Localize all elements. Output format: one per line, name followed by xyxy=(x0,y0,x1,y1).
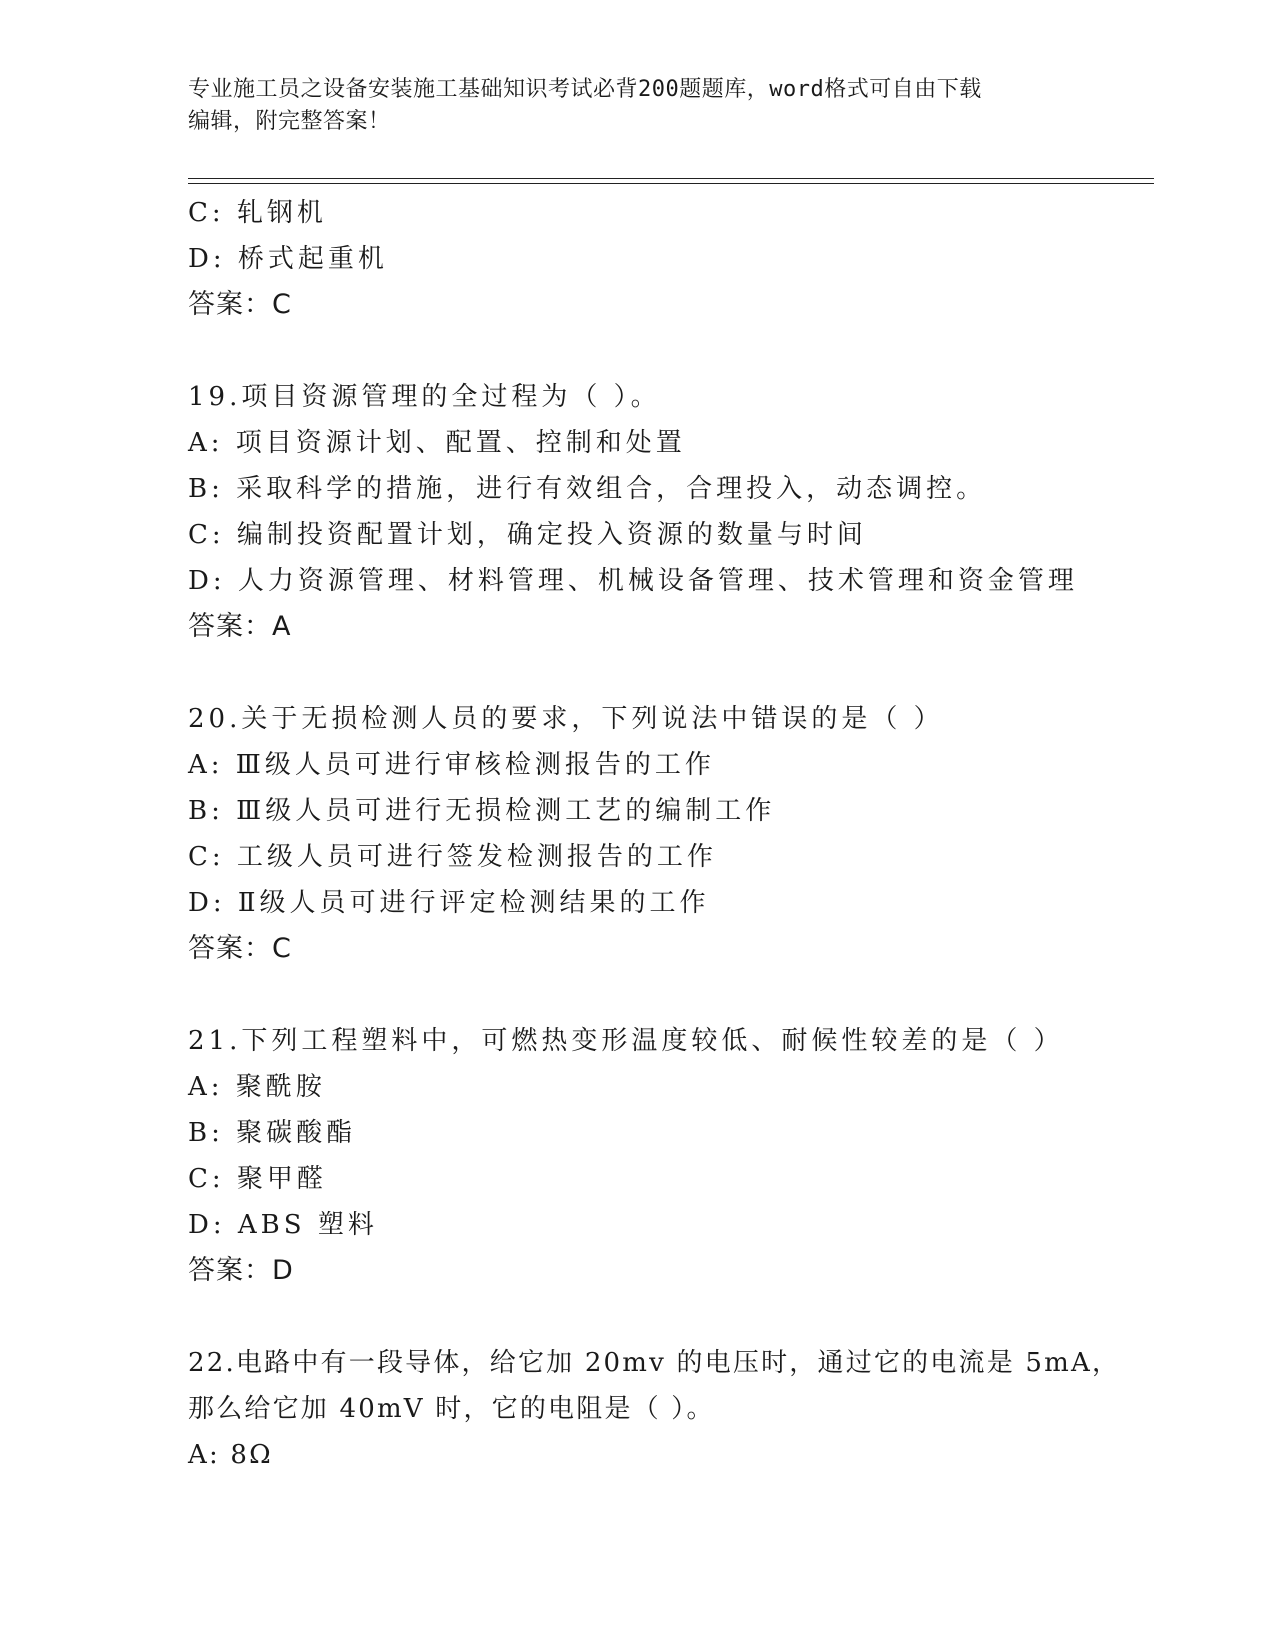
option-a: A: 聚酰胺 xyxy=(188,1072,326,1102)
answer: 答案：A xyxy=(188,611,292,642)
header-title-line-2: 编辑，附完整答案！ xyxy=(188,109,391,134)
question-stem: 20.关于无损检测人员的要求，下列说法中错误的是（ ） xyxy=(188,704,944,734)
question-21 xyxy=(188,1018,1148,1294)
question-stem-line-2: 那么给它加 40mV 时，它的电阻是（ ）。 xyxy=(188,1394,715,1424)
header-divider-top xyxy=(188,178,1154,179)
spacer xyxy=(188,650,1148,696)
spacer xyxy=(188,328,1148,374)
option-b: B: 聚碳酸酯 xyxy=(188,1118,357,1148)
spacer xyxy=(188,972,1148,1018)
question-stem: 19.项目资源管理的全过程为（ ）。 xyxy=(188,382,661,412)
header-title-line-1: 专业施工员之设备安装施工基础知识考试必背200题题库，word格式可自由下载 xyxy=(188,77,982,102)
option-c: C: 工级人员可进行签发检测报告的工作 xyxy=(188,842,717,872)
option-d: D: 桥式起重机 xyxy=(188,244,388,274)
option-c: C: 轧钢机 xyxy=(188,198,327,228)
spacer xyxy=(188,1294,1148,1340)
question-stem-line-1: 22.电路中有一段导体，给它加 20mv 的电压时，通过它的电流是 5mA， xyxy=(188,1348,1121,1378)
answer: 答案：C xyxy=(188,289,292,320)
option-b: B: 采取科学的措施，进行有效组合，合理投入，动态调控。 xyxy=(188,474,987,504)
option-c: C: 聚甲醛 xyxy=(188,1164,327,1194)
option-d: D: Ⅱ级人员可进行评定检测结果的工作 xyxy=(188,888,710,918)
option-c: C: 编制投资配置计划，确定投入资源的数量与时间 xyxy=(188,520,867,550)
option-d: D: 人力资源管理、材料管理、机械设备管理、技术管理和资金管理 xyxy=(188,566,1078,596)
option-b: B: Ⅲ级人员可进行无损检测工艺的编制工作 xyxy=(188,796,776,826)
option-a: A: 8Ω xyxy=(188,1440,273,1470)
document-header xyxy=(188,74,1088,138)
answer: 答案：D xyxy=(188,1255,294,1286)
question-18-tail xyxy=(188,190,1148,328)
header-divider-bottom xyxy=(188,183,1154,184)
question-22 xyxy=(188,1340,1148,1478)
question-list xyxy=(188,190,1148,1478)
question-19 xyxy=(188,374,1148,650)
answer: 答案：C xyxy=(188,933,292,964)
option-a: A: 项目资源计划、配置、控制和处置 xyxy=(188,428,686,458)
question-20 xyxy=(188,696,1148,972)
option-d: D: ABS 塑料 xyxy=(188,1210,378,1240)
option-a: A: Ⅲ级人员可进行审核检测报告的工作 xyxy=(188,750,715,780)
question-stem: 21.下列工程塑料中，可燃热变形温度较低、耐候性较差的是（ ） xyxy=(188,1026,1064,1056)
